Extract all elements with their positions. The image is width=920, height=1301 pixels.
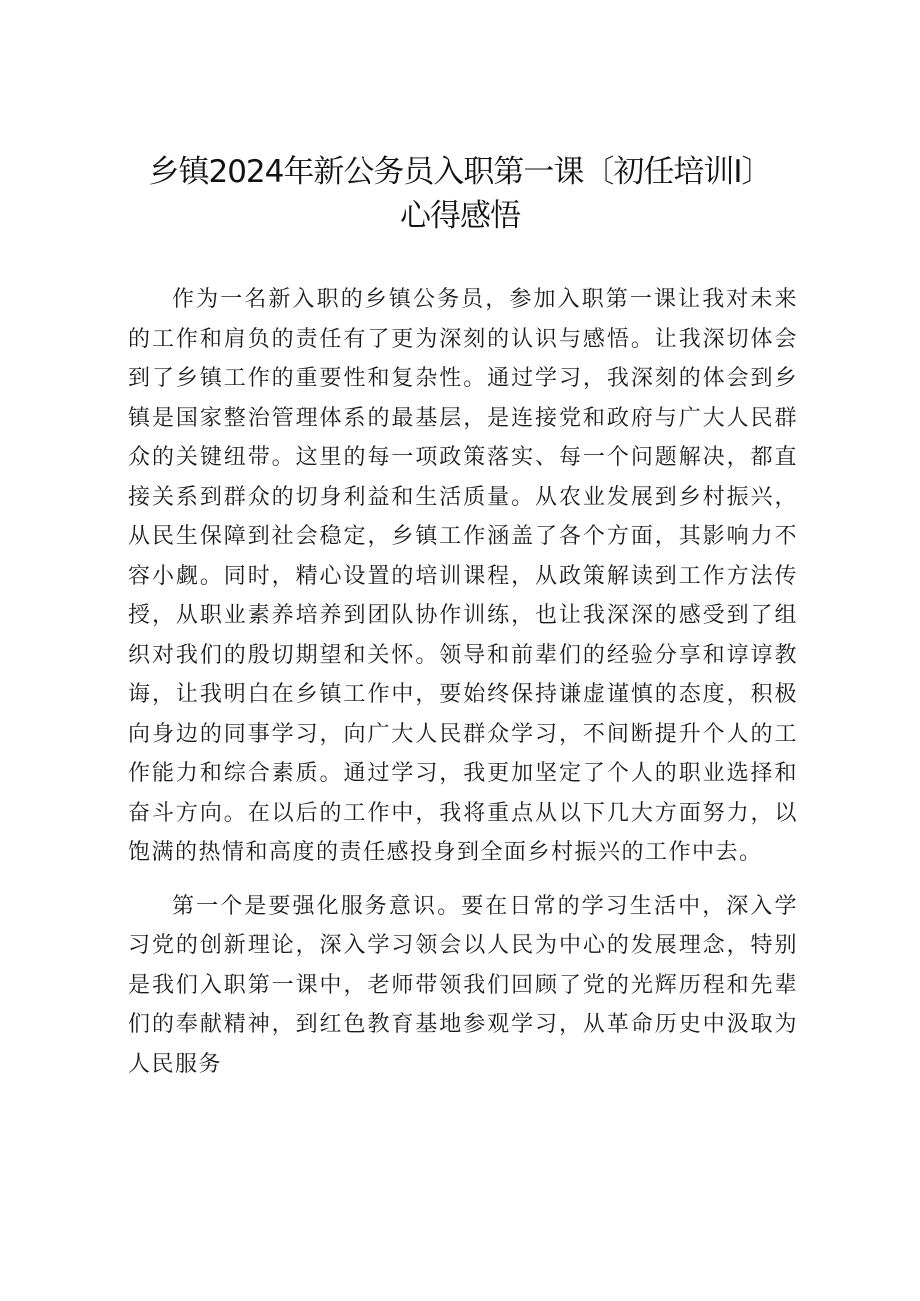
title-line-1: 乡镇2024年新公务员入职第一课〔初任培训I〕	[148, 154, 772, 190]
document-body	[128, 280, 798, 1084]
paragraph: 第一个是要强化服务意识。要在日常的学习生活中，深入学习党的创新理论，深入学习领会以人民为中心的发展理念，特别是我们入职第一课中，老师带领我们回顾了党的光辉历程和先辈们的奉献精神，到红色教育基地参观学习，从革命历史中汲取为人民服务	[128, 893, 798, 1077]
paragraph: 作为一名新入职的乡镇公务员，参加入职第一课让我对未来的工作和肩负的责任有了更为深刻的认识与感悟。让我深切体会到了乡镇工作的重要性和复杂性。通过学习，我深刻的体会到乡镇是国家整治管理体系的最基层，是连接党和政府与广大人民群众的关键纽带。这里的每一项政策落实、每一个问题解决，都直接关系到群众的切身利益和生活质量。从农业发展到乡村振兴，从民生保障到社会稳定，乡镇工作涵盖了各个方面，其影响力不容小觑。同时，精心设置的培训课程，从政策解读到工作方法传授，从职业素养培养到团队协作训练，也让我深深的感受到了组织对我们的殷切期望和关怀。领导和前辈们的经验分享和谆谆教诲，让我明白在乡镇工作中，要始终保持谦虚谨慎的态度，积极向身边的同事学习，向广大人民群众学习，不间断提升个人的工作能力和综合素质。通过学习，我更加坚定了个人的职业选择和奋斗方向。在以后的工作中，我将重点从以下几大方面努力，以饱满的热情和高度的责任感投身到全面乡村振兴的工作中去。	[128, 287, 798, 865]
title-line-2: 心得感悟	[400, 198, 520, 234]
document-title	[100, 150, 820, 238]
